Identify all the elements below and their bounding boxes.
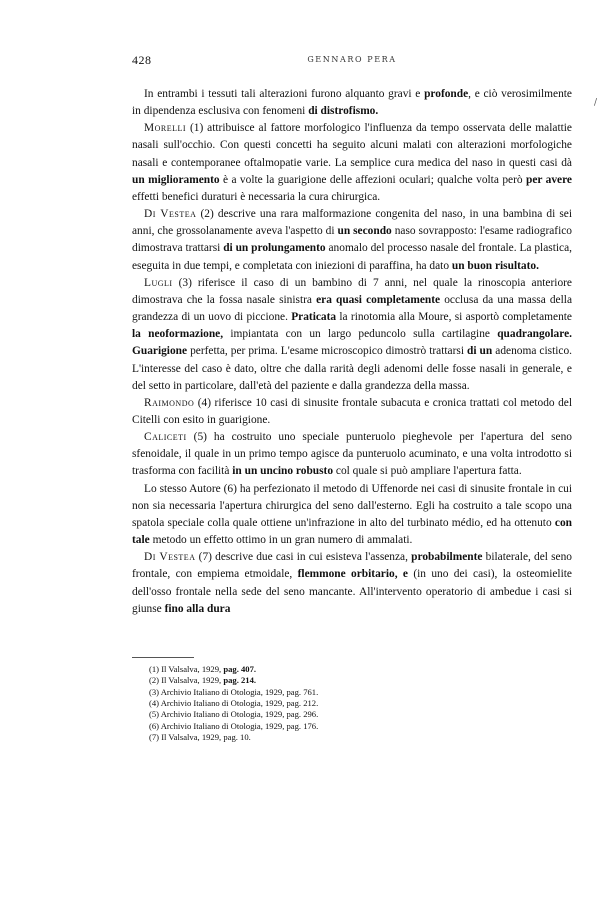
footnote-page: pag. 214. <box>223 675 257 686</box>
bold-run: flemmone orbitario, e <box>297 568 408 581</box>
author-name: Raimondo <box>144 396 195 409</box>
text-run: col quale si può ampliare l'apertura fatta. <box>333 465 522 478</box>
footnote-source: Il Valsalva, 1929, <box>161 675 224 686</box>
body-text <box>132 86 572 618</box>
text-run: metodo un effetto ottimo in un gran numero di ammalati. <box>149 534 413 547</box>
text-run: (2) descrive una rara malformazione congenita del naso, in una bambina di sei anni, che grossolanamente aveva l'aspetto di <box>132 208 572 238</box>
footnote-page: pag. 761. <box>286 686 319 697</box>
text-run: (3) riferisce il caso di un bambino di 7 anni, nel quale la rinoscopia anteriore dimostrava che la fossa nasale sinistra <box>132 276 572 306</box>
text-run: (in uno dei casi), la osteomielite dell'osso frontale nella sede del seno mancante. All'intervento operatorio di ambedue i casi si giunse <box>132 568 572 615</box>
paragraph-6 <box>132 429 572 480</box>
text-run: naso sovrapposto: l'esame radiografico dimostrava trattarsi <box>132 225 573 255</box>
author-name: Caliceti <box>144 431 187 444</box>
bold-run: un miglioramento <box>132 173 220 186</box>
paragraph-7 <box>132 481 572 550</box>
text-run: occlusa da una massa della grandezza di un uovo di piccione. <box>132 293 572 324</box>
footnote-number: (5) <box>149 709 160 720</box>
bold-run: in un uncino robusto <box>232 465 334 478</box>
footnote-6 <box>149 721 449 732</box>
bold-run: quadrangolare. Guarigione <box>132 328 572 358</box>
footnote-2 <box>149 675 449 686</box>
footnote-source: Archivio Italiano di Otologia, 1929, <box>160 698 287 709</box>
bold-run: probabilmente <box>411 551 483 564</box>
bold-run: per avere <box>525 173 572 186</box>
text-run: In entrambi i tessuti tali alterazioni furono alquanto gravi e <box>144 88 425 100</box>
footnote-page: pag. 407. <box>223 664 257 674</box>
text-run: impiantata con un largo peduncolo sulla cartilagine <box>223 328 498 341</box>
text-run: (7) descrive due casi in cui esisteva l'assenza, <box>195 551 412 564</box>
footnote-source: Il Valsalva, 1929, <box>161 664 224 674</box>
running-head: GENNARO PERA <box>307 55 397 64</box>
paragraph-4 <box>132 275 572 395</box>
footnote-3 <box>149 687 449 698</box>
bold-run: di un prolungamento <box>223 242 326 255</box>
footnote-source: Archivio Italiano di Otologia, 1929, <box>160 686 287 697</box>
footnote-1 <box>149 664 449 675</box>
bold-run: di distrofismo. <box>308 105 379 118</box>
bold-run: un secondo <box>337 225 392 238</box>
text-run: la rinotomia alla Moure, si asportò completamente <box>336 311 572 324</box>
footnote-page: pag. 176. <box>286 720 319 731</box>
author-name: Di Vestea <box>144 208 197 221</box>
text-run: perfetta, per prima. L'esame microscopico dimostrò trattarsi <box>187 345 468 358</box>
text-run: , e ciò verosimilmente in dipendenza esclusiva con fenomeni <box>132 88 572 118</box>
author-name: Lugli <box>144 276 173 289</box>
footnote-number: (4) <box>149 698 160 709</box>
paragraph-5 <box>132 395 572 429</box>
footnote-source: Archivio Italiano di Otologia, 1929, <box>160 709 287 720</box>
bold-run: di un <box>467 345 493 358</box>
text-run: è a volte la guarigione delle affezioni oculari; qualche volta però <box>219 173 526 186</box>
paragraph-2 <box>132 120 572 206</box>
footnote-source: Archivio Italiano di Otologia, 1929, <box>160 720 287 731</box>
text-run: (1) attribuisce al fattore morfologico l'influenza da tempo osservata delle malattie nasali sull'occhio. Con questi concetti ha seguito alcuni malati con alterazioni morfologiche nasali e contemporanee oftalmopatie varie. La semplice cura medica del naso in questi casi dà <box>132 122 572 169</box>
bold-run: Praticata <box>291 311 337 324</box>
footnotes <box>149 664 449 743</box>
text-run: adenoma cistico. L'interesse del caso è dato, oltre che dalla rarità degli adenomi delle fosse nasali in generale, e del setto in particolare, dall'età del paziente e dalla grandezza della massa. <box>132 345 572 392</box>
footnote-number: (6) <box>149 720 160 731</box>
text-run: bilaterale, del seno frontale, con empiema etmoidale, <box>132 551 572 581</box>
bold-run: profonde <box>424 88 469 100</box>
footnote-7 <box>149 732 449 743</box>
footnote-source: Il Valsalva, 1929, <box>161 732 224 743</box>
page-header <box>132 53 572 69</box>
bold-run: un buon risultato. <box>451 259 539 272</box>
author-name: Morelli <box>144 122 187 135</box>
text-run: (4) riferisce 10 casi di sinusite frontale subacuta e cronica trattati col metodo del Citelli con esito in guarigione. <box>132 396 572 426</box>
footnote-number: (1) <box>149 664 160 674</box>
page-number: 428 <box>132 53 152 67</box>
text-run: Lo stesso Autore (6) ha perfezionato il metodo di Uffenorde nei casi di sinusite frontale in cui non sia necessaria l'apertura chirurgica del seno dall'esterno. Egli ha costruito a tale scopo una spatola speciale colla quale ottiene un'infrazione in alto del turbinato médio, ed ha ottenuto <box>132 482 572 529</box>
paragraph-1 <box>132 86 572 120</box>
text-run: effetti benefici duraturi è necessaria la cura chirurgica. <box>132 190 381 203</box>
bold-run: fino alla dura <box>164 602 231 615</box>
footnote-page: pag. 296. <box>286 709 319 720</box>
footnote-number: (3) <box>149 686 160 697</box>
bold-run: con tale <box>132 516 572 547</box>
author-name: Di Vestea <box>144 551 196 564</box>
footnote-number: (2) <box>149 675 160 686</box>
footnote-page: pag. 212. <box>286 698 319 709</box>
footnote-divider <box>132 657 194 658</box>
bold-run: la neoformazione, <box>132 328 224 341</box>
bold-run: era quasi completamente <box>316 293 441 306</box>
footnote-page: pag. 10. <box>223 732 251 743</box>
paragraph-8 <box>132 549 572 618</box>
footnote-4 <box>149 698 449 709</box>
paragraph-3 <box>132 206 572 275</box>
text-run: anomalo del processo nasale del frontale. La plastica, eseguita in due tempi, e completata con iniezioni di paraffina, ha dato <box>132 242 572 272</box>
footnote-5 <box>149 709 449 720</box>
margin-mark: / <box>594 98 598 108</box>
footnote-number: (7) <box>149 732 160 743</box>
text-run: (5) ha costruito uno speciale punteruolo pieghevole per l'apertura del seno sfenoidale, il quale in un primo tempo agisce da punteruolo acuminato, e una volta introdotto si trasforma con facilità <box>132 431 572 478</box>
